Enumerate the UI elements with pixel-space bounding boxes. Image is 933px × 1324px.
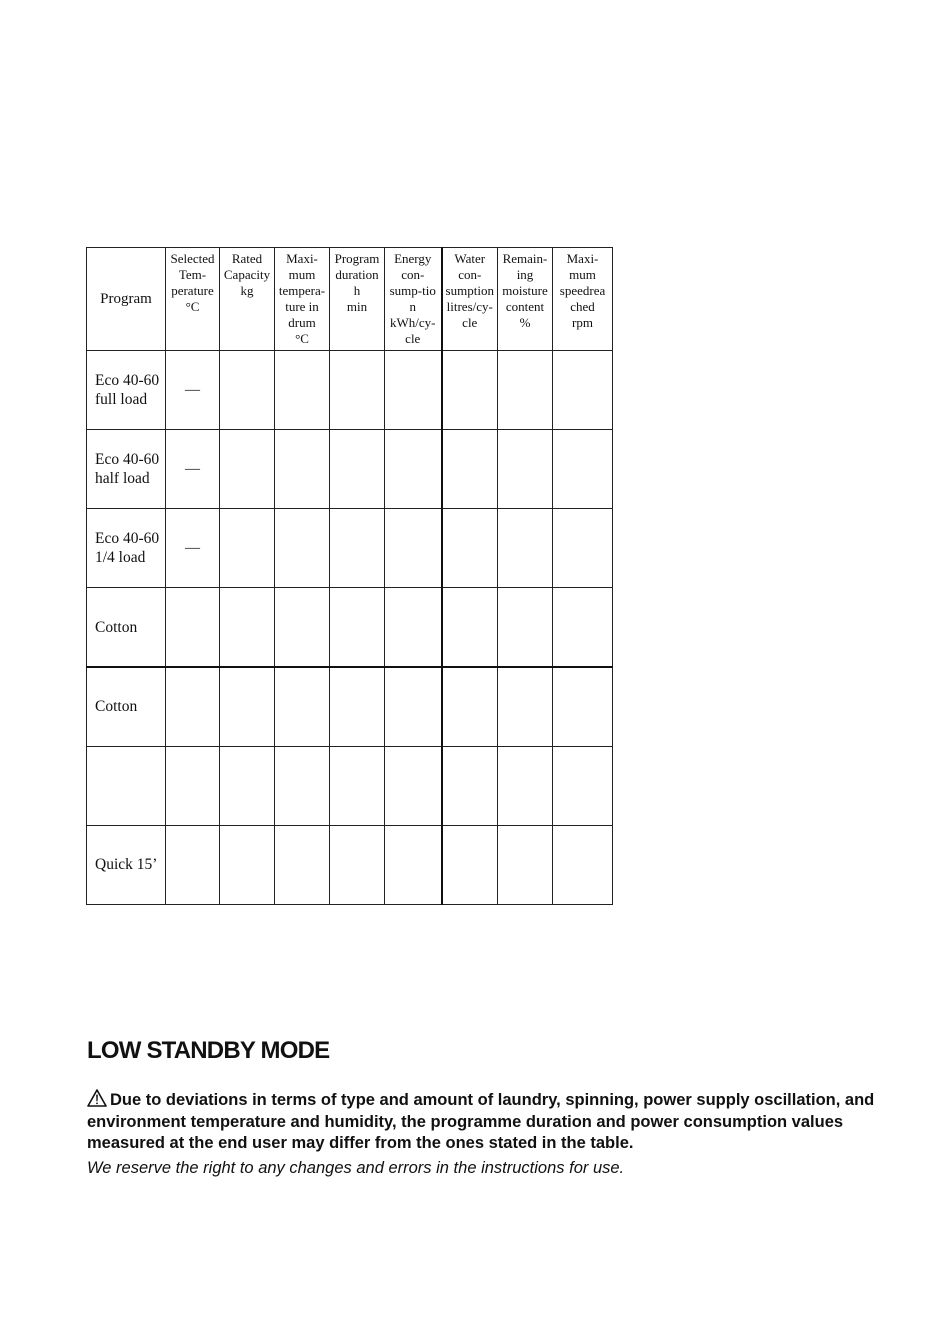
- table-cell: [498, 588, 553, 667]
- table-cell: [220, 746, 275, 825]
- warning-note: [87, 1089, 887, 1155]
- reserve-notice: We reserve the right to any changes and errors in the instructions for use.: [87, 1159, 625, 1177]
- table-cell: [220, 509, 275, 588]
- table-cell: [330, 588, 385, 667]
- table-cell: [498, 509, 553, 588]
- table-cell: [498, 746, 553, 825]
- program-name: [87, 746, 166, 825]
- table-row: [87, 746, 613, 825]
- table-cell: [553, 351, 613, 430]
- table-cell: [498, 825, 553, 904]
- table-cell: [220, 667, 275, 746]
- table-cell: [385, 588, 442, 667]
- table-cell: [275, 825, 330, 904]
- program-name: Cotton: [87, 667, 166, 746]
- table-cell: [442, 667, 498, 746]
- table-cell: [498, 351, 553, 430]
- program-name: Quick 15’: [87, 825, 166, 904]
- table-cell: [275, 430, 330, 509]
- table-cell: [220, 588, 275, 667]
- table-row: [87, 667, 613, 746]
- selected-temperature-cell: [166, 667, 220, 746]
- table-cell: [553, 588, 613, 667]
- header-max-drum-temperature: Maxi- mum tempera- ture in drum °C: [275, 248, 330, 351]
- selected-temperature-cell: [166, 825, 220, 904]
- table-cell: [385, 430, 442, 509]
- table-row: [87, 588, 613, 667]
- program-name: Cotton: [87, 588, 166, 667]
- table-row: [87, 509, 613, 588]
- selected-temperature-cell: [166, 588, 220, 667]
- table-cell: [385, 825, 442, 904]
- program-name: Eco 40-60 1/4 load: [87, 509, 166, 588]
- table-cell: [385, 351, 442, 430]
- table-cell: [442, 351, 498, 430]
- warning-triangle-icon: [87, 1089, 107, 1107]
- selected-temperature-cell: —: [166, 351, 220, 430]
- program-name: Eco 40-60 full load: [87, 351, 166, 430]
- program-name: Eco 40-60 half load: [87, 430, 166, 509]
- table-cell: [553, 430, 613, 509]
- selected-temperature-cell: —: [166, 430, 220, 509]
- table-cell: [275, 351, 330, 430]
- table-cell: [442, 430, 498, 509]
- table-cell: [553, 509, 613, 588]
- table-cell: [275, 509, 330, 588]
- table-cell: [275, 746, 330, 825]
- table-cell: [442, 825, 498, 904]
- table-row: [87, 351, 613, 430]
- header-energy-consumption: Energy con- sump-tio n kWh/cy- cle: [385, 248, 442, 351]
- table-cell: [553, 746, 613, 825]
- section-title: LOW STANDBY MODE: [87, 1037, 330, 1064]
- header-remaining-moisture: Remain- ing moisture content %: [498, 248, 553, 351]
- table-cell: [220, 351, 275, 430]
- table-cell: [330, 746, 385, 825]
- selected-temperature-cell: —: [166, 509, 220, 588]
- header-rated-capacity: Rated Capacity kg: [220, 248, 275, 351]
- table-cell: [553, 667, 613, 746]
- header-max-speed: Maxi- mum speedrea ched rpm: [553, 248, 613, 351]
- program-data-table: [86, 247, 613, 905]
- table-cell: [498, 430, 553, 509]
- header-selected-temperature: Selected Tem- perature °C: [166, 248, 220, 351]
- table-cell: [498, 667, 553, 746]
- table-cell: [330, 825, 385, 904]
- warning-text: Due to deviations in terms of type and amount of laundry, spinning, power supply oscillation, and environment temperature and humidity, the programme duration and power consumption values measured at the end user may differ from the ones stated in the table.: [87, 1091, 875, 1152]
- selected-temperature-cell: [166, 746, 220, 825]
- table-cell: [220, 430, 275, 509]
- table-cell: [385, 509, 442, 588]
- table-row: [87, 825, 613, 904]
- header-program: Program: [87, 248, 166, 351]
- header-water-consumption: Water con- sumption litres/cy- cle: [442, 248, 498, 351]
- table-cell: [385, 746, 442, 825]
- table-cell: [220, 825, 275, 904]
- table-cell: [330, 351, 385, 430]
- table-cell: [330, 430, 385, 509]
- table-cell: [385, 667, 442, 746]
- table-cell: [275, 667, 330, 746]
- table-cell: [442, 509, 498, 588]
- table-cell: [330, 667, 385, 746]
- table-cell: [275, 588, 330, 667]
- table-cell: [442, 746, 498, 825]
- table-row: [87, 430, 613, 509]
- table-cell: [553, 825, 613, 904]
- table-cell: [330, 509, 385, 588]
- header-program-duration: Program duration h min: [330, 248, 385, 351]
- header-row: [87, 248, 613, 351]
- table-cell: [442, 588, 498, 667]
